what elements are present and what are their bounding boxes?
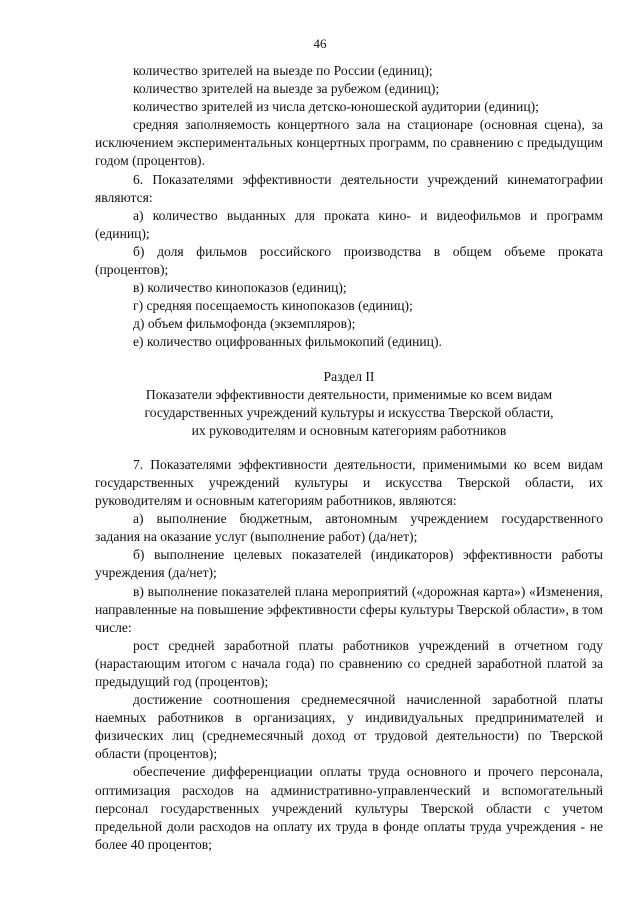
paragraph: количество зрителей на выезде по России (единиц); [133,63,433,78]
list-item: в) количество кинопоказов (единиц); [133,280,347,296]
paragraph: обеспечение дифференциации оплаты труда основного и прочего персонала, оптимизация расходов на административно-управленческий и вспомогательный персонал государственных учреждений культуры Тверской области с учетом предельной доли расходов на оплату их труда в фонде оплаты труда учреждения - не более 40 процентов; [95,764,603,852]
paragraph: количество зрителей на выезде за рубежом (единиц); [133,81,440,97]
list-item: б) доля фильмов российского производства в общем объеме проката (процентов); [95,243,603,278]
list-item: а) количество выданных для проката кино- и видеофильмов и программ (единиц); [95,207,603,241]
list-item: в) выполнение показателей плана мероприятий («дорожная карта») «Изменения, направленные на повышение эффективности сферы культуры Тверской области», в том числе: [95,583,603,635]
list-item: е) количество оцифрованных фильмокопий (единиц). [133,334,442,350]
list-item: г) средняя посещаемость кинопоказов (единиц); [133,298,413,314]
list-item: д) объем фильмофонда (экземпляров); [133,316,356,332]
list-item: б) выполнение целевых показателей (индикаторов) эффективности работы учреждения (да/нет); [95,547,603,581]
section-title: Раздел II [323,368,375,384]
page-number: 46 [313,36,327,51]
paragraph: количество зрителей из числа детско-юношеской аудитории (единиц); [133,99,539,115]
section-heading-line: государственных учреждений культуры и искусства Тверской области, [144,404,554,420]
paragraph: средняя заполняемость концертного зала на стационаре (основная сцена), за исключением экспериментальных концертных программ, по сравнению с предыдущим годом (процентов). [95,117,603,169]
paragraph: 6. Показателями эффективности деятельности учреждений кинематографии являются: [95,171,603,205]
section-heading-line: их руководителям и основным категориям работников [191,422,507,438]
section-heading-line: Показатели эффективности деятельности, применимые ко всем видам [145,386,553,402]
list-item: а) выполнение бюджетным, автономным учреждением государственного задания на оказание услуг (выполнение работ) (да/нет); [95,511,603,545]
paragraph: достижение соотношения среднемесячной начисленной заработной платы наемных работников в организациях, у индивидуальных предпринимателей и физических лиц (среднемесячный доход от трудовой деятельности) по Тверской области (процентов); [95,692,603,762]
paragraph: рост средней заработной платы работников учреждений в отчетном году (нарастающим итогом с начала года) по сравнению со средней заработной платой за предыдущий год (процентов); [95,637,603,689]
document-body [95,62,603,854]
paragraph: 7. Показателями эффективности деятельности, применимыми ко всем видам государственных учреждений культуры и искусства Тверской области, их руководителям и основным категориям работников, являются: [95,456,603,509]
section-heading [95,386,603,440]
